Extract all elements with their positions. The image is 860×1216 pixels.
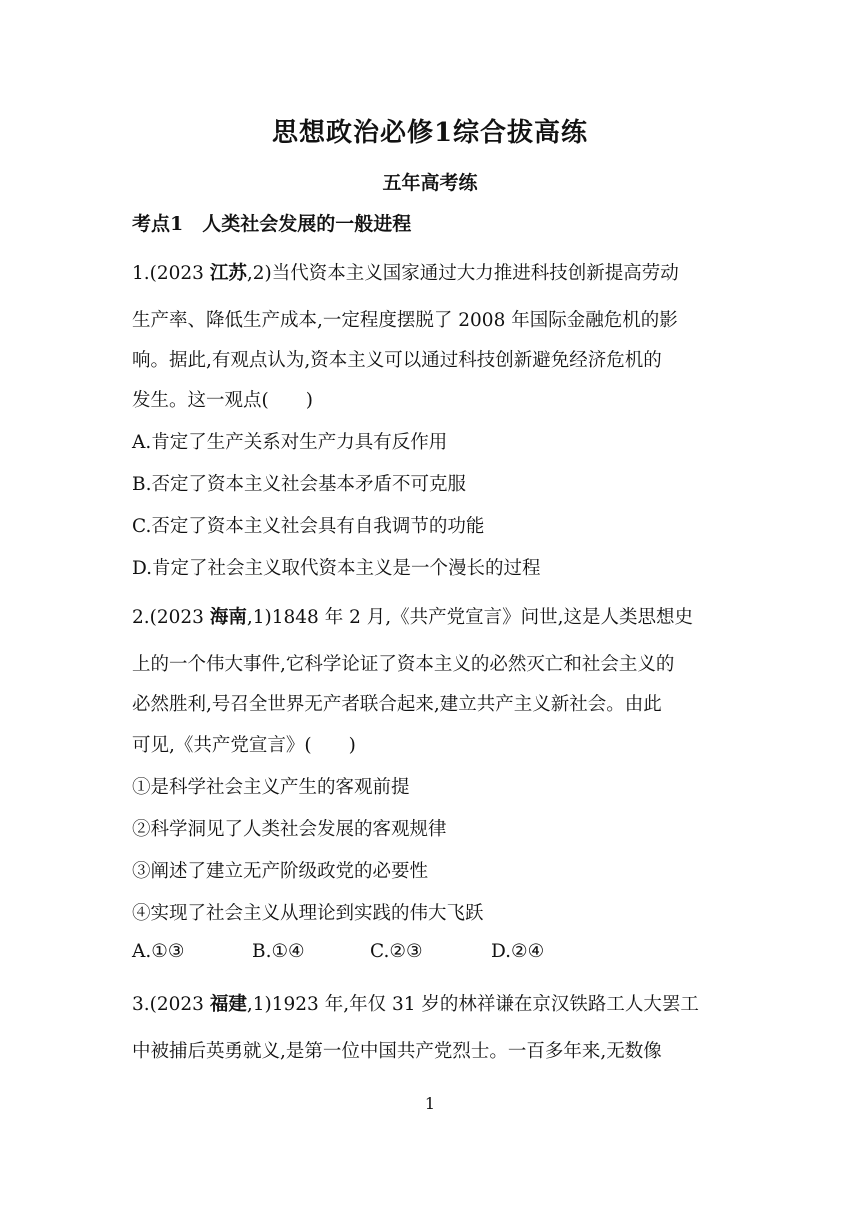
q1-line-4: 发生。这一观点( ) (132, 390, 313, 411)
q2-choice-a: A.①③ (132, 941, 185, 962)
q3-line-2: 中被捕后英勇就义,是第一位中国共产党烈士。一百多年来,无数像 (132, 1041, 662, 1062)
q1-prefix: 1.(2023 (132, 263, 210, 284)
q3-prefix: 3.(2023 (132, 994, 210, 1015)
q1-location: 江苏 (209, 263, 247, 284)
section-heading: 考点1 人类社会发展的一般进程 (132, 213, 412, 235)
q2-choice-b: B.①④ (252, 941, 305, 962)
q1-line1-rest: ,2)当代资本主义国家通过大力推进科技创新提高劳动 (246, 263, 679, 284)
q2-choices (132, 941, 544, 962)
document-subtitle: 五年高考练 (382, 172, 478, 194)
q1-line-1 (132, 259, 679, 285)
q2-choice-d: D.②④ (491, 941, 545, 962)
q2-line-2: 上的一个伟大事件,它科学论证了资本主义的必然灭亡和社会主义的 (132, 654, 675, 675)
q3-line-1 (132, 990, 699, 1016)
q2-line-3: 必然胜利,号召全世界无产者联合起来,建立共产主义新社会。由此 (132, 694, 662, 715)
q1-line-2: 生产率、降低生产成本,一定程度摆脱了 2008 年国际金融危机的影 (132, 310, 678, 331)
q2-line1-rest: ,1)1848 年 2 月,《共产党宣言》问世,这是人类思想史 (246, 607, 693, 628)
q2-prefix: 2.(2023 (132, 607, 210, 628)
q2-location: 海南 (209, 607, 247, 628)
q2-line-1 (132, 603, 693, 629)
q1-option-b: B.否定了资本主义社会基本矛盾不可克服 (132, 474, 466, 495)
q2-item-1: ①是科学社会主义产生的客观前提 (132, 777, 410, 798)
q2-line-4: 可见,《共产党宣言》( ) (132, 735, 356, 756)
q2-item-4: ④实现了社会主义从理论到实践的伟大飞跃 (132, 903, 484, 924)
document-title: 思想政治必修1综合拔高练 (271, 118, 589, 148)
q3-line1-rest: ,1)1923 年,年仅 31 岁的林祥谦在京汉铁路工人大罢工 (246, 994, 699, 1015)
q1-option-c: C.否定了资本主义社会具有自我调节的功能 (132, 516, 485, 537)
q2-choice-c: C.②③ (370, 941, 423, 962)
q1-option-d: D.肯定了社会主义取代资本主义是一个漫长的过程 (132, 558, 541, 579)
q3-location: 福建 (209, 994, 247, 1015)
page-number: 1 (424, 1094, 436, 1113)
q2-item-3: ③阐述了建立无产阶级政党的必要性 (132, 861, 429, 882)
q1-line-3: 响。据此,有观点认为,资本主义可以通过科技创新避免经济危机的 (132, 350, 662, 371)
q1-option-a: A.肯定了生产关系对生产力具有反作用 (132, 432, 448, 453)
q2-item-2: ②科学洞见了人类社会发展的客观规律 (132, 819, 447, 840)
